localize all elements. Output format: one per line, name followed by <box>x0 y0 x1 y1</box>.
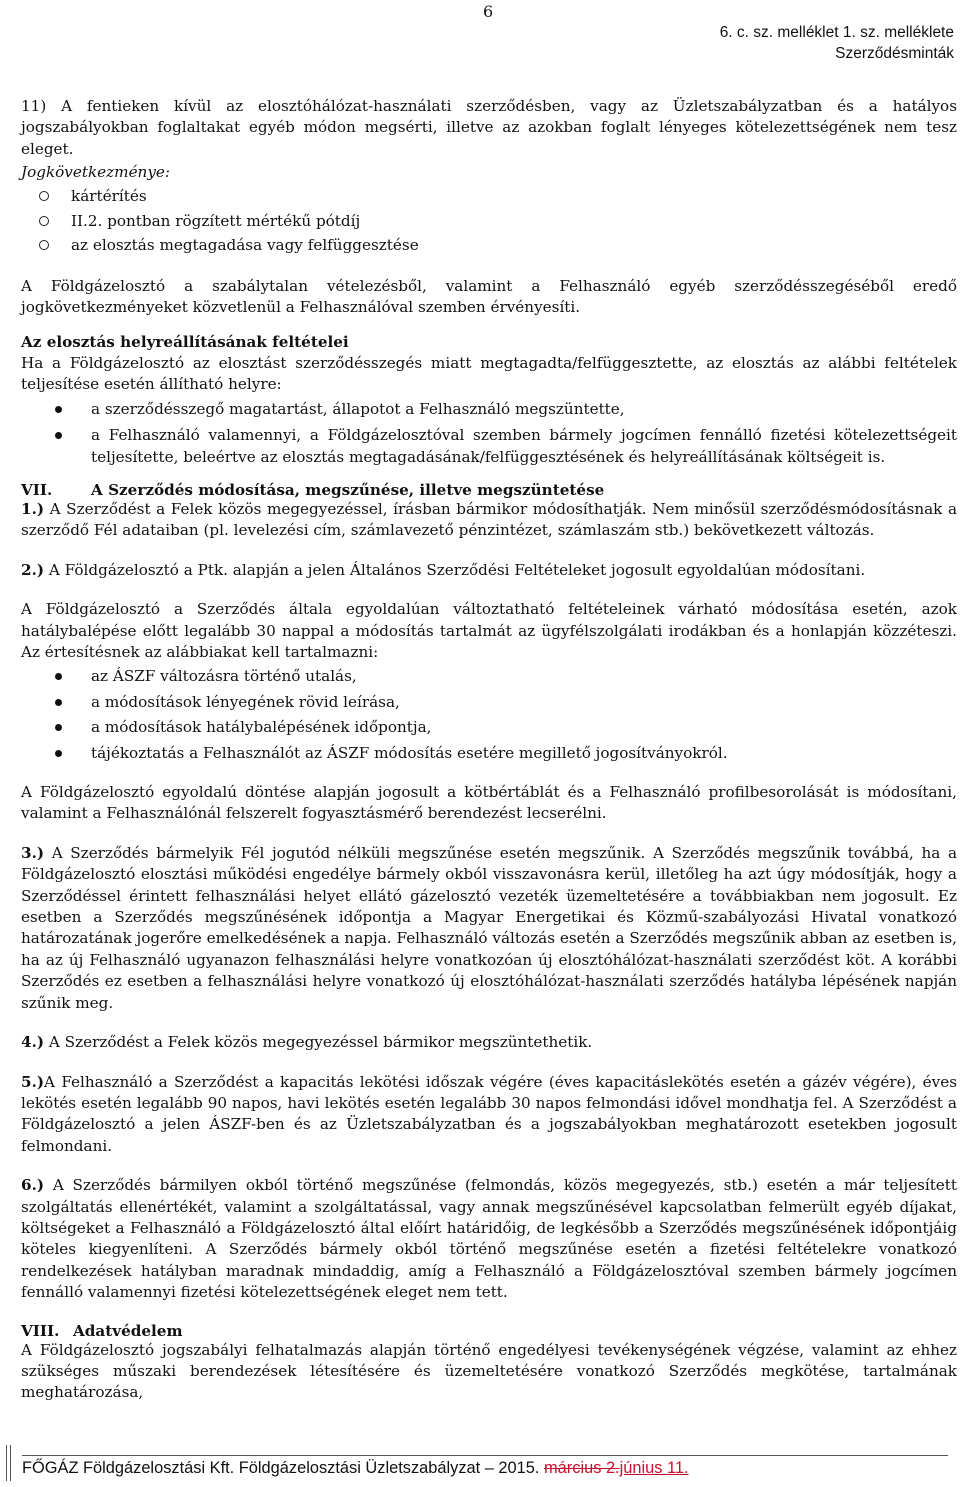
section-title: A Szerződés módosítása, megszűnése, illetve megszüntetése <box>91 480 605 499</box>
list-item: a módosítások hatálybalépésének időpontja, <box>21 717 957 738</box>
paragraph-text: A Földgázelosztó a Ptk. alapján a jelen Általános Szerződési Feltételeket jogosult egyoldalúan módosítani. <box>48 560 866 579</box>
list-item: kártérítés <box>21 184 957 209</box>
paragraph-number: 1.) <box>21 499 45 518</box>
footer-text <box>22 1459 689 1478</box>
paragraph-text: A Szerződés bármilyen okból történő megszűnése (felmondás, közös megegyezés, stb.) esetén a már teljesített szolgáltatás ellenértékét, valamint a szolgáltatással, vagy annak megszűnésével kapcsolatban felmerült egyéb díjakat, költségeket a Felhasználó a Földgázelosztó által előírt határidőig, de legkésőbb a Szerződés megszűnésének időpontjáig köteles kiegyenlíteni. A Szerződés bármely okból történő megszűnése esetén a fizetési feltételekre vonatkozó rendelkezések hatályban maradnak mindaddig, amíg a Felhasználó a Földgázelosztóval szemben bármely jogcímen fennálló valamennyi fizetési kötelezettségének eleget nem tett. <box>21 1176 958 1302</box>
revision-bar <box>10 1445 11 1481</box>
notification-list <box>21 666 957 764</box>
footer-deleted-date: március 2. <box>544 1459 620 1477</box>
footer-inserted-date: június 11. <box>619 1459 689 1477</box>
paragraph-number: 5.) <box>21 1072 45 1091</box>
header-annex: 6. c. sz. melléklet 1. sz. melléklete <box>719 24 954 41</box>
footer-prefix: FŐGÁZ Földgázelosztási Kft. Földgázelosztási Üzletszabályzat – 2015. <box>22 1459 540 1477</box>
paragraph-text: A Szerződés bármelyik Fél jogutód nélküli megszűnése esetén megszűnik. A Szerződés megszűnik továbbá, ha a Földgázelosztó elosztási működési engedélye bármely okból visszavonásra kerül, illetőleg ha azt úgy módosítják, hogy a Szerződéssel érintett felhasználási helyet ellátó gázelosztó vezeték üzemeltetésére a továbbiakban nem jogosult. Ez esetben a Szerződés megszűnésének időpontja a Magyar Energetikai és Közmű-szabályozási Hivatal vonatkozó határozatának jogerőre emelkedésének a napja. Felhasználó változás esetén a Szerződés megszűnik abban az esetben is, ha az új Felhasználó ugyanazon felhasználási helyre vonatkozóan új elosztóhálózat-használati szerződést köt. A korábbi Szerződés ez esetben a felhasználási helyre vonatkozó új elosztóhálózat-használati szerződés hatályba lépésének napján szűnik meg. <box>21 843 958 1012</box>
header-title: Szerződésminták <box>835 45 954 62</box>
paragraph-number: 3.) <box>21 843 45 862</box>
paragraph-1 <box>21 499 957 542</box>
section-number: VII. <box>21 480 53 499</box>
list-item: az elosztás megtagadása vagy felfüggesztése <box>21 233 957 258</box>
list-item: tájékoztatás a Felhasználót az ÁSZF módosítás esetére megillető jogosítványokról. <box>21 743 957 764</box>
paragraph-2b: A Földgázelosztó a Szerződés általa egyoldalúan változtatható feltételeinek várható módosítása esetén, azok hatálybalépése előtt legalább 30 nappal a módosítás tartalmát az ügyfélszolgálati irodákban és a honlapján közzéteszi. Az értesítésnek az alábbiakat kell tartalmazni: <box>21 600 957 661</box>
paragraph-number: 2.) <box>21 560 45 579</box>
section-title: Adatvédelem <box>73 1321 183 1340</box>
restoration-title: Az elosztás helyreállításának feltételei <box>21 332 349 351</box>
item-11: 11) A fentieken kívül az elosztóhálózat-használati szerződésben, vagy az Üzletszabályzatban és a hatályos jogszabályokban foglaltakat egyéb módon megsérti, illetve az azokban foglalt lényeges kötelezettségének nem tesz eleget. <box>21 97 957 158</box>
data-protection-text: A Földgázelosztó jogszabályi felhatalmazás alapján történő engedélyesi tevékenységének végzése, valamint az ehhez szükséges műszaki berendezések létesítésére és üzemeltetésére vonatkozó Szerződés megkötése, tartalmának meghatározása, <box>21 1340 957 1402</box>
section-viii-heading <box>21 1322 957 1340</box>
paragraph-4 <box>21 1032 957 1053</box>
document-header <box>720 22 954 64</box>
list-item: a Felhasználó valamennyi, a Földgázelosztóval szemben bármely jogcímen fennálló fizetési kötelezettségeit teljesítette, beleértve az elosztás megtagadásának/felfüggesztésének és helyreállításának költségeit is. <box>21 425 957 468</box>
section-number: VIII. <box>21 1321 60 1340</box>
paragraph-text: A Szerződést a Felek közös megegyezéssel bármikor megszüntethetik. <box>48 1033 593 1052</box>
paragraph-6 <box>21 1175 957 1303</box>
paragraph-2c: A Földgázelosztó egyoldalú döntése alapján jogosult a kötbértáblát és a Felhasználó profilbesorolását is módosítani, valamint a Felhasználónál felszerelt fogyasztásmérő berendezést lecserélni. <box>21 783 957 823</box>
document-body <box>21 96 957 1404</box>
paragraph-3 <box>21 843 957 1014</box>
list-item: a módosítások lényegének rövid leírása, <box>21 692 957 713</box>
paragraph-2 <box>21 560 957 581</box>
list-item: a szerződésszegő magatartást, állapotot a Felhasználó megszüntette, <box>21 399 957 420</box>
paragraph-text: A Szerződést a Felek közös megegyezéssel, írásban bármikor módosíthatják. Nem minősül szerződésmódosításnak a szerződő Fél adataiban (pl. levelezési cím, számlavezető pénzintézet, számlaszám stb.) bekövetkezett változás. <box>21 499 958 540</box>
paragraph-5 <box>21 1072 957 1158</box>
footer-rule <box>22 1455 948 1456</box>
consequence-label: Jogkövetkezménye: <box>21 163 171 182</box>
paragraph-number: 4.) <box>21 1033 45 1052</box>
list-item: az ÁSZF változásra történő utalás, <box>21 666 957 687</box>
consequence-list <box>21 184 957 258</box>
restoration-text: Ha a Földgázelosztó az elosztást szerződésszegés miatt megtagadta/felfüggesztette, az elosztás az alábbi feltételek teljesítése esetén állítható helyre: <box>21 353 957 394</box>
restoration-list <box>21 399 957 468</box>
list-item: II.2. pontban rögzített mértékű pótdíj <box>21 209 957 234</box>
paragraph-text: A Felhasználó a Szerződést a kapacitás lekötési időszak végére (éves kapacitáslekötés esetén a gázév végére), éves lekötés esetén legalább 90 napos, havi lekötés esetén legalább 30 napos felmondási idővel mondhatja fel. A Szerződést a Földgázelosztó a jelen ÁSZF-ben és az Üzletszabályzatban és a jogszabályokban meghatározott esetekben jogosult felmondani. <box>21 1072 957 1155</box>
section-vii-heading <box>21 481 957 499</box>
paragraph-number: 6.) <box>21 1176 45 1195</box>
enforcement-paragraph: A Földgázelosztó a szabálytalan vételezésből, valamint a Felhasználó egyéb szerződésszegéséből eredő jogkövetkezményeket közvetlenül a Felhasználóval szemben érvényesíti. <box>21 276 957 317</box>
revision-bar <box>6 1445 7 1481</box>
page-number: 6 <box>483 2 494 21</box>
